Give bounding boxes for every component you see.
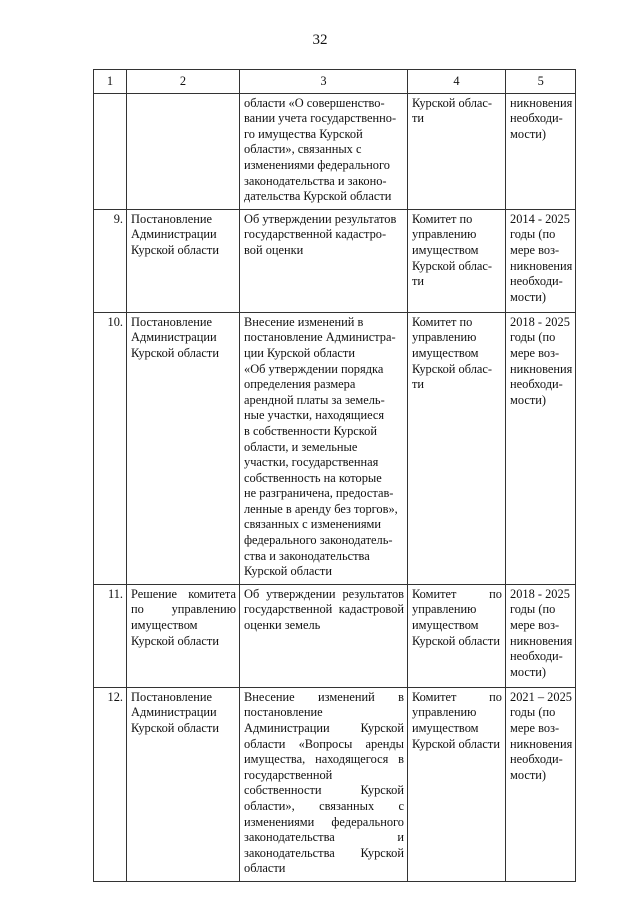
row-number: 12.: [94, 687, 127, 881]
act-title: области «О совершенство- вании учета государственно- го имущества Курской области», связанных с изменениями федерального законодательства и законо- дательства Курской области: [240, 93, 408, 209]
act-type: [127, 93, 240, 209]
act-type: Постановление Администрации Курской области: [127, 312, 240, 584]
row-number: [94, 93, 127, 209]
act-title: Об утверждении результатов государственной кадастро- вой оценки: [240, 209, 408, 312]
row-number: 9.: [94, 209, 127, 312]
act-title: Об утверждении результатов государственной кадастровой оценки земель: [240, 584, 408, 687]
term: 2018 - 2025 годы (по мере воз- никновения необходи- мости): [506, 584, 576, 687]
term: никновения необходи- мости): [506, 93, 576, 209]
executor: Комитет по управлению имуществом Курской облас- ти: [408, 209, 506, 312]
act-title: Внесение изменений в постановление Администра- ции Курской области «Об утверждении порядка определения размера арендной платы за земель- ные участки, находящиеся в собственности Курской области, и земельные участки, государственная собственность на которые не разграничена, предостав- ленные в аренду без торгов», связанных с изменениями федерального законодатель- ства и законодательства Курской области: [240, 312, 408, 584]
table-row: [94, 209, 576, 312]
executor: Комитет по управлению имуществом Курской облас- ти: [408, 312, 506, 584]
header-col-5: 5: [506, 70, 576, 94]
normative-acts-table: [93, 69, 576, 882]
header-col-3: 3: [240, 70, 408, 94]
header-col-2: 2: [127, 70, 240, 94]
row-number: 10.: [94, 312, 127, 584]
executor: Комитет по управлению имуществом Курской области: [408, 584, 506, 687]
table-row: [94, 93, 576, 209]
term: 2021 – 2025 годы (по мере воз- никновения необходи- мости): [506, 687, 576, 881]
term: 2014 - 2025 годы (по мере воз- никновения необходи- мости): [506, 209, 576, 312]
act-type: Постановление Администрации Курской области: [127, 687, 240, 881]
table-row: [94, 312, 576, 584]
header-col-1: 1: [94, 70, 127, 94]
table-row: [94, 584, 576, 687]
term: 2018 - 2025 годы (по мере воз- никновения необходи- мости): [506, 312, 576, 584]
act-type: Решение комитета по управлению имуществом Курской области: [127, 584, 240, 687]
executor: Курской облас- ти: [408, 93, 506, 209]
header-col-4: 4: [408, 70, 506, 94]
act-title: Внесение изменений в постановление Администрации Курской области «Вопросы аренды имущества, находящегося в государственной собственности Курской области», связанных с изменениями федерального законодательства и законодательства Курской области: [240, 687, 408, 881]
table-row: [94, 687, 576, 881]
act-type: Постановление Администрации Курской области: [127, 209, 240, 312]
row-number: 11.: [94, 584, 127, 687]
page-number: 32: [312, 32, 328, 48]
executor: Комитет по управлению имуществом Курской области: [408, 687, 506, 881]
header-row: [94, 70, 576, 94]
